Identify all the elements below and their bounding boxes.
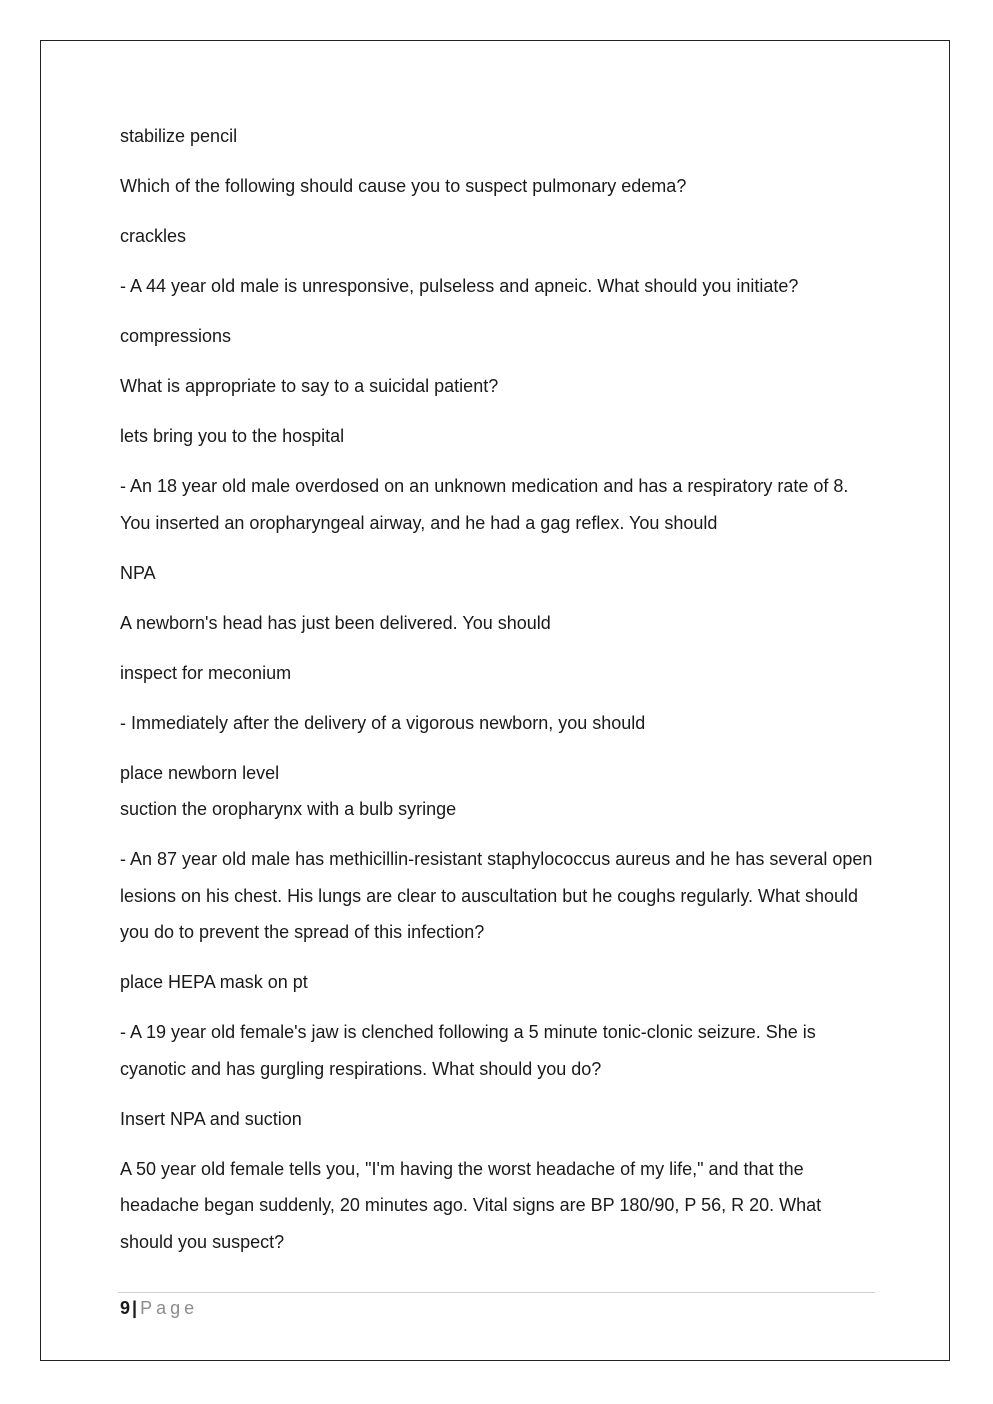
answer-text: crackles [120, 226, 187, 246]
footer-divider [118, 1292, 875, 1293]
answer-text: place HEPA mask on pt [120, 972, 308, 992]
answer-text: compressions [120, 326, 232, 346]
answer-text: Insert NPA and suction [120, 1108, 302, 1129]
question-text: - An 18 year old male overdosed on an unknown medication and has a respiratory rate of 8. You inserted an oropharyngeal airway, and he had a gag reflex. You should [120, 476, 849, 533]
question-text: Which of the following should cause you to suspect pulmonary edema? [120, 176, 687, 196]
question-text: - A 19 year old female's jaw is clenched following a 5 minute tonic-clonic seizure. She is cyanotic and has gurgling respirations. What should you do? [120, 1022, 816, 1079]
answer-text: lets bring you to the hospital [120, 426, 345, 446]
footer-separator: | [132, 1298, 138, 1318]
answer-text: stabilize pencil [120, 126, 238, 146]
document-body [120, 118, 875, 1274]
answer-text: inspect for meconium [120, 662, 292, 683]
page-footer [120, 1296, 198, 1320]
question-text: - An 87 year old male has methicillin-resistant staphylococcus aureus and he has several open lesions on his chest. His lungs are clear to auscultation but he coughs regularly. What should you do to prevent the spread of this infection? [120, 849, 873, 942]
question-text: What is appropriate to say to a suicidal patient? [120, 376, 499, 396]
question-text: A 50 year old female tells you, "I'm having the worst headache of my life," and that the headache began suddenly, 20 minutes ago. Vital signs are BP 180/90, P 56, R 20. What should you suspect? [120, 1158, 822, 1252]
page-number: 9 [120, 1298, 131, 1318]
answer-text: suction the oropharynx with a bulb syringe [120, 799, 457, 819]
page-label: Page [140, 1298, 199, 1318]
question-text: - A 44 year old male is unresponsive, pulseless and apneic. What should you initiate? [120, 276, 799, 296]
question-text: A newborn's head has just been delivered. You should [120, 612, 551, 633]
answer-text: place newborn level [120, 762, 280, 783]
question-text: - Immediately after the delivery of a vigorous newborn, you should [120, 712, 646, 733]
answer-text: NPA [120, 562, 156, 583]
